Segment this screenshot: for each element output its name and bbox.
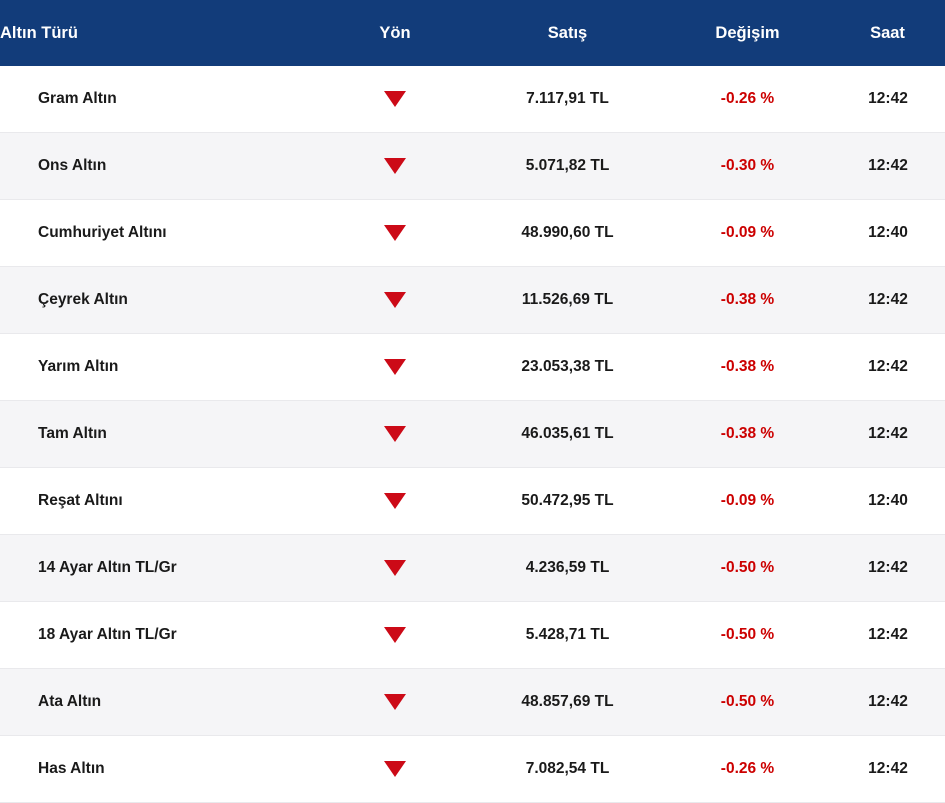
- cell-change: -0.50 %: [665, 535, 830, 602]
- column-header-gold-type[interactable]: Altın Türü: [0, 0, 320, 66]
- cell-price: 5.071,82 TL: [470, 133, 665, 200]
- cell-time: 12:42: [830, 602, 945, 669]
- cell-change: -0.09 %: [665, 200, 830, 267]
- table-body: [0, 66, 945, 803]
- table-row[interactable]: [0, 468, 945, 535]
- table-row[interactable]: [0, 334, 945, 401]
- cell-gold-type: 14 Ayar Altın TL/Gr: [0, 535, 320, 602]
- cell-price: 23.053,38 TL: [470, 334, 665, 401]
- table-row[interactable]: [0, 401, 945, 468]
- cell-price: 4.236,59 TL: [470, 535, 665, 602]
- cell-price: 50.472,95 TL: [470, 468, 665, 535]
- arrow-down-icon: [384, 91, 406, 107]
- column-header-direction[interactable]: Yön: [320, 0, 470, 66]
- arrow-down-icon: [384, 158, 406, 174]
- cell-price: 7.117,91 TL: [470, 66, 665, 133]
- table-row[interactable]: [0, 66, 945, 133]
- cell-change: -0.09 %: [665, 468, 830, 535]
- table-row[interactable]: [0, 200, 945, 267]
- cell-time: 12:42: [830, 66, 945, 133]
- cell-change: -0.38 %: [665, 334, 830, 401]
- arrow-down-icon: [384, 493, 406, 509]
- cell-gold-type: Çeyrek Altın: [0, 267, 320, 334]
- cell-time: 12:40: [830, 200, 945, 267]
- cell-price: 48.990,60 TL: [470, 200, 665, 267]
- cell-change: -0.38 %: [665, 267, 830, 334]
- cell-change: -0.38 %: [665, 401, 830, 468]
- cell-gold-type: Reşat Altını: [0, 468, 320, 535]
- table-row[interactable]: [0, 267, 945, 334]
- cell-gold-type: Tam Altın: [0, 401, 320, 468]
- arrow-down-icon: [384, 225, 406, 241]
- cell-change: -0.30 %: [665, 133, 830, 200]
- cell-time: 12:42: [830, 535, 945, 602]
- column-header-change[interactable]: Değişim: [665, 0, 830, 66]
- arrow-down-icon: [384, 694, 406, 710]
- cell-gold-type: 18 Ayar Altın TL/Gr: [0, 602, 320, 669]
- table-row[interactable]: [0, 133, 945, 200]
- cell-change: -0.26 %: [665, 66, 830, 133]
- cell-price: 11.526,69 TL: [470, 267, 665, 334]
- column-header-price[interactable]: Satış: [470, 0, 665, 66]
- cell-gold-type: Ons Altın: [0, 133, 320, 200]
- cell-time: 12:42: [830, 133, 945, 200]
- cell-gold-type: Ata Altın: [0, 669, 320, 736]
- cell-gold-type: Gram Altın: [0, 66, 320, 133]
- cell-direction: [320, 66, 470, 133]
- cell-time: 12:40: [830, 468, 945, 535]
- column-header-time[interactable]: Saat: [830, 0, 945, 66]
- cell-gold-type: Cumhuriyet Altını: [0, 200, 320, 267]
- cell-time: 12:42: [830, 267, 945, 334]
- cell-price: 5.428,71 TL: [470, 602, 665, 669]
- cell-direction: [320, 200, 470, 267]
- arrow-down-icon: [384, 292, 406, 308]
- table-row[interactable]: [0, 602, 945, 669]
- cell-direction: [320, 401, 470, 468]
- cell-time: 12:42: [830, 669, 945, 736]
- cell-direction: [320, 602, 470, 669]
- cell-direction: [320, 535, 470, 602]
- cell-price: 48.857,69 TL: [470, 669, 665, 736]
- cell-price: 46.035,61 TL: [470, 401, 665, 468]
- cell-change: -0.26 %: [665, 736, 830, 803]
- table-header-row: [0, 0, 945, 66]
- cell-time: 12:42: [830, 334, 945, 401]
- arrow-down-icon: [384, 359, 406, 375]
- table-row[interactable]: [0, 736, 945, 803]
- arrow-down-icon: [384, 627, 406, 643]
- cell-gold-type: Has Altın: [0, 736, 320, 803]
- cell-price: 7.082,54 TL: [470, 736, 665, 803]
- cell-time: 12:42: [830, 401, 945, 468]
- cell-direction: [320, 736, 470, 803]
- arrow-down-icon: [384, 560, 406, 576]
- cell-gold-type: Yarım Altın: [0, 334, 320, 401]
- cell-change: -0.50 %: [665, 602, 830, 669]
- table-row[interactable]: [0, 535, 945, 602]
- cell-direction: [320, 133, 470, 200]
- cell-time: 12:42: [830, 736, 945, 803]
- cell-direction: [320, 267, 470, 334]
- arrow-down-icon: [384, 426, 406, 442]
- cell-direction: [320, 468, 470, 535]
- table-header: [0, 0, 945, 66]
- cell-direction: [320, 669, 470, 736]
- cell-change: -0.50 %: [665, 669, 830, 736]
- cell-direction: [320, 334, 470, 401]
- table-row[interactable]: [0, 669, 945, 736]
- arrow-down-icon: [384, 761, 406, 777]
